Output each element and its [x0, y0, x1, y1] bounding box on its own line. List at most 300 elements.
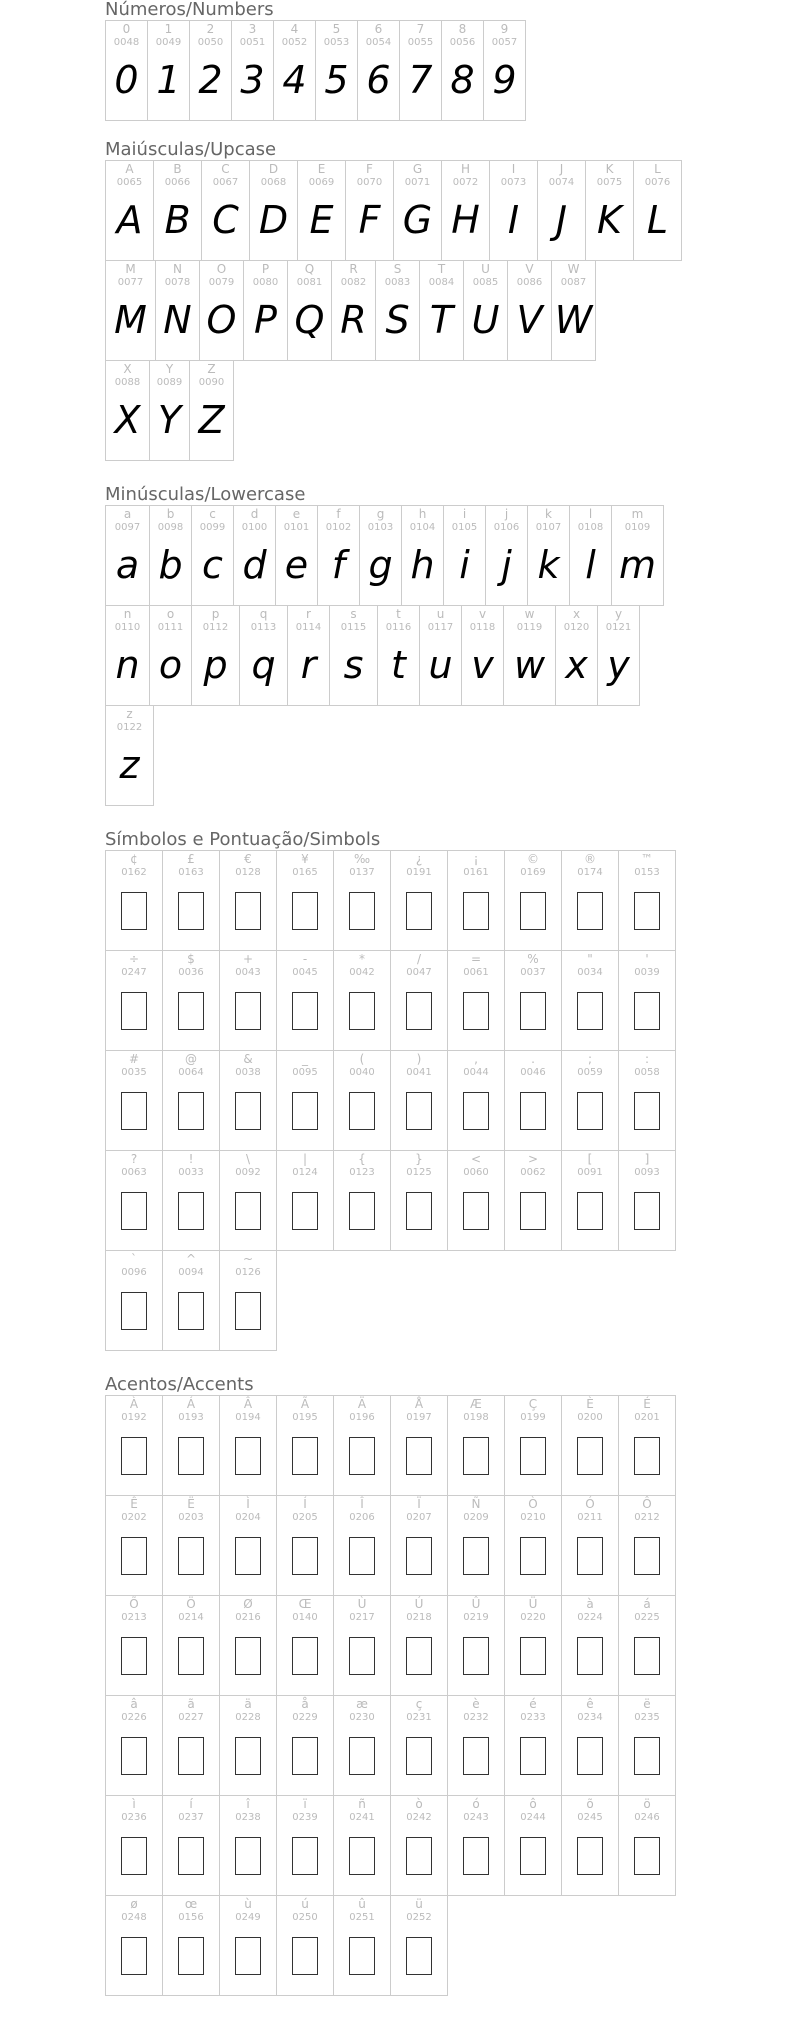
character-label: a	[123, 507, 132, 521]
character-code: 0218	[406, 1612, 432, 1623]
glyph-cell	[163, 1051, 220, 1151]
glyph-cell	[192, 506, 234, 606]
glyph-cell	[277, 1396, 334, 1496]
character-label: Ë	[187, 1497, 195, 1511]
glyph-row	[105, 1395, 676, 1496]
character-label: 3	[248, 22, 257, 36]
character-code: 0063	[121, 1167, 147, 1178]
character-code: 0082	[340, 277, 367, 288]
character-label: Ø	[243, 1597, 253, 1611]
character-label: Â	[243, 1397, 253, 1411]
missing-glyph-box	[406, 892, 432, 930]
character-label: ù	[244, 1897, 252, 1911]
character-code: 0097	[114, 522, 141, 533]
character-label: Î	[360, 1497, 364, 1511]
glyph-cell	[288, 261, 332, 361]
character-code: 0219	[463, 1612, 489, 1623]
glyph-cell	[394, 161, 442, 261]
glyph-cell	[508, 261, 552, 361]
character-code: 0053	[323, 37, 350, 48]
missing-glyph-box	[406, 1192, 432, 1230]
character-code: 0106	[493, 522, 520, 533]
character-label: 2	[206, 22, 215, 36]
glyph-cell	[464, 261, 508, 361]
glyph-cell	[442, 161, 490, 261]
character-label: Q	[304, 262, 315, 276]
character-label: }	[415, 1152, 423, 1166]
character-label: v	[478, 607, 487, 621]
glyph-sample: P	[254, 298, 277, 342]
character-label: N	[173, 262, 182, 276]
glyph-sample: N	[163, 298, 192, 342]
glyph-sample: o	[158, 643, 183, 687]
glyph-sample: t	[391, 643, 406, 687]
character-code: 0080	[252, 277, 279, 288]
glyph-cell	[448, 1151, 505, 1251]
glyph-cell	[400, 21, 442, 121]
character-code: 0128	[235, 867, 261, 878]
character-code: 0216	[235, 1612, 261, 1623]
missing-glyph-box	[520, 1092, 546, 1130]
character-code: 0061	[463, 967, 489, 978]
character-label: n	[123, 607, 132, 621]
glyph-cell	[106, 951, 163, 1051]
glyph-cell	[274, 21, 316, 121]
glyph-cell	[484, 21, 526, 121]
missing-glyph-box	[178, 1537, 204, 1575]
section-title: Minúsculas/Lowercase	[105, 484, 306, 505]
character-label: X	[123, 362, 132, 376]
character-code: 0066	[164, 177, 191, 188]
glyph-cell	[334, 1051, 391, 1151]
glyph-cell	[232, 21, 274, 121]
character-label: à	[586, 1597, 594, 1611]
glyph-cell	[106, 21, 148, 121]
character-code: 0062	[520, 1167, 546, 1178]
character-label: 0	[122, 22, 131, 36]
character-code: 0087	[560, 277, 587, 288]
character-label: å	[301, 1697, 309, 1711]
glyph-cell	[220, 851, 277, 951]
glyph-cell	[448, 951, 505, 1051]
character-code: 0090	[198, 377, 225, 388]
character-label: B	[173, 162, 182, 176]
character-code: 0101	[283, 522, 310, 533]
character-label: L	[654, 162, 661, 176]
section	[105, 0, 526, 121]
character-code: 0093	[634, 1167, 660, 1178]
missing-glyph-box	[577, 1192, 603, 1230]
missing-glyph-box	[634, 992, 660, 1030]
glyph-sample: v	[471, 643, 494, 687]
character-label: k	[545, 507, 552, 521]
character-code: 0242	[406, 1812, 432, 1823]
character-code: 0103	[367, 522, 394, 533]
character-code: 0078	[164, 277, 191, 288]
glyph-cell	[240, 606, 288, 706]
character-label: |	[302, 1152, 308, 1166]
character-code: 0100	[241, 522, 268, 533]
glyph-cell	[504, 606, 556, 706]
missing-glyph-box	[292, 1637, 318, 1675]
glyph-row	[105, 606, 640, 706]
character-code: 0210	[520, 1512, 546, 1523]
character-label: \	[245, 1152, 251, 1166]
glyph-cell	[619, 851, 676, 951]
character-label: ]	[644, 1152, 650, 1166]
glyph-cell	[334, 1496, 391, 1596]
missing-glyph-box	[634, 1737, 660, 1775]
character-label: s	[350, 607, 357, 621]
glyph-row	[105, 706, 154, 806]
character-label: Á	[186, 1397, 196, 1411]
character-label: V	[525, 262, 534, 276]
glyph-cell	[163, 1396, 220, 1496]
glyph-cell	[106, 1496, 163, 1596]
character-label: 5	[332, 22, 341, 36]
glyph-grid	[105, 20, 526, 121]
missing-glyph-box	[235, 1437, 261, 1475]
character-code: 0162	[121, 867, 147, 878]
character-code: 0235	[634, 1712, 660, 1723]
section-title: Maiúsculas/Upcase	[105, 139, 277, 160]
glyph-sample: S	[385, 298, 410, 342]
missing-glyph-box	[520, 1837, 546, 1875]
missing-glyph-box	[634, 1537, 660, 1575]
glyph-sample: g	[368, 543, 393, 587]
missing-glyph-box	[577, 992, 603, 1030]
character-label: '	[645, 952, 649, 966]
glyph-cell	[562, 851, 619, 951]
character-code: 0039	[634, 967, 660, 978]
glyph-sample: X	[114, 398, 141, 442]
character-label: J	[559, 162, 564, 176]
character-label: ¿	[415, 852, 423, 866]
glyph-cell	[106, 1796, 163, 1896]
glyph-cell	[106, 261, 156, 361]
missing-glyph-box	[178, 1737, 204, 1775]
glyph-cell	[505, 1796, 562, 1896]
glyph-row	[105, 1596, 676, 1696]
character-code: 0195	[292, 1412, 318, 1423]
glyph-sample: 5	[324, 58, 349, 102]
glyph-cell	[619, 1796, 676, 1896]
character-code: 0125	[406, 1167, 432, 1178]
character-code: 0077	[117, 277, 144, 288]
character-label: O	[216, 262, 227, 276]
character-code: 0204	[235, 1512, 261, 1523]
missing-glyph-box	[178, 992, 204, 1030]
glyph-sample: H	[451, 198, 480, 242]
glyph-cell	[163, 1596, 220, 1696]
glyph-cell	[334, 1796, 391, 1896]
character-code: 0055	[407, 37, 434, 48]
missing-glyph-box	[292, 1937, 318, 1975]
glyph-grid	[105, 505, 664, 806]
missing-glyph-box	[235, 1537, 261, 1575]
glyph-cell	[220, 1496, 277, 1596]
glyph-cell	[220, 1396, 277, 1496]
character-code: 0224	[577, 1612, 603, 1623]
glyph-sample: D	[258, 198, 289, 242]
character-code: 0156	[178, 1912, 204, 1923]
glyph-row	[105, 1796, 676, 1896]
character-code: 0225	[634, 1612, 660, 1623]
character-label: @	[185, 1052, 197, 1066]
character-code: 0197	[406, 1412, 432, 1423]
glyph-cell	[391, 1051, 448, 1151]
glyph-sample: p	[203, 643, 228, 687]
glyph-cell	[619, 1496, 676, 1596]
character-code: 0124	[292, 1167, 318, 1178]
character-label: ®	[584, 852, 596, 866]
glyph-sample: b	[158, 543, 183, 587]
character-label: Ó	[585, 1497, 595, 1511]
missing-glyph-box	[292, 1192, 318, 1230]
character-label: ä	[244, 1697, 252, 1711]
glyph-cell	[505, 851, 562, 951]
section	[105, 140, 682, 461]
glyph-cell	[220, 1796, 277, 1896]
character-label: <	[470, 1152, 482, 1166]
glyph-cell	[490, 161, 538, 261]
character-code: 0045	[292, 967, 318, 978]
section	[105, 830, 676, 1351]
character-code: 0247	[121, 967, 147, 978]
missing-glyph-box	[463, 1537, 489, 1575]
missing-glyph-box	[577, 1637, 603, 1675]
missing-glyph-box	[520, 992, 546, 1030]
character-label: ¢	[130, 852, 138, 866]
glyph-row	[105, 951, 676, 1051]
character-code: 0239	[292, 1812, 318, 1823]
missing-glyph-box	[292, 1437, 318, 1475]
glyph-cell	[277, 951, 334, 1051]
glyph-cell	[391, 1151, 448, 1251]
glyph-sample: c	[202, 543, 223, 587]
character-label: W	[567, 262, 580, 276]
glyph-cell	[346, 161, 394, 261]
character-label: £	[187, 852, 195, 866]
character-label: í	[189, 1797, 193, 1811]
glyph-cell	[106, 1396, 163, 1496]
character-label: È	[586, 1397, 594, 1411]
character-label: è	[472, 1697, 480, 1711]
character-code: 0236	[121, 1812, 147, 1823]
glyph-sample: 9	[492, 58, 517, 102]
character-label: 6	[374, 22, 383, 36]
glyph-cell	[277, 1696, 334, 1796]
character-code: 0091	[577, 1167, 603, 1178]
character-label: w	[524, 607, 535, 621]
character-label: ê	[586, 1697, 594, 1711]
missing-glyph-box	[292, 1092, 318, 1130]
glyph-cell	[619, 951, 676, 1051]
glyph-cell	[448, 1496, 505, 1596]
glyph-sample: a	[115, 543, 140, 587]
character-label: ü	[415, 1897, 423, 1911]
character-code: 0042	[349, 967, 375, 978]
character-label: "	[587, 952, 593, 966]
glyph-cell	[528, 506, 570, 606]
character-label: É	[643, 1397, 651, 1411]
character-label: ‰	[353, 852, 371, 866]
character-label: U	[481, 262, 490, 276]
character-label: o	[166, 607, 175, 621]
character-label: Ñ	[471, 1497, 481, 1511]
glyph-sample: 8	[450, 58, 475, 102]
character-label: S	[393, 262, 402, 276]
glyph-cell	[612, 506, 664, 606]
missing-glyph-box	[463, 992, 489, 1030]
glyph-cell	[505, 1696, 562, 1796]
glyph-sample: 0	[114, 58, 139, 102]
glyph-row	[105, 261, 596, 361]
missing-glyph-box	[292, 1737, 318, 1775]
missing-glyph-box	[235, 892, 261, 930]
character-code: 0196	[349, 1412, 375, 1423]
glyph-cell	[486, 506, 528, 606]
character-code: 0203	[178, 1512, 204, 1523]
glyph-cell	[444, 506, 486, 606]
glyph-cell	[298, 161, 346, 261]
character-label: p	[211, 607, 220, 621]
glyph-cell	[106, 606, 150, 706]
glyph-cell	[334, 1896, 391, 1996]
character-label: (	[359, 1052, 365, 1066]
glyph-cell	[106, 161, 154, 261]
character-label: À	[129, 1397, 139, 1411]
missing-glyph-box	[235, 1092, 261, 1130]
missing-glyph-box	[178, 1437, 204, 1475]
character-label: D	[268, 162, 279, 176]
glyph-cell	[391, 851, 448, 951]
character-code: 0040	[349, 1067, 375, 1078]
character-code: 0098	[157, 522, 184, 533]
glyph-cell	[334, 951, 391, 1051]
glyph-cell	[391, 1596, 448, 1696]
character-label: ^	[185, 1252, 197, 1266]
glyph-sample: W	[554, 298, 593, 342]
glyph-cell	[220, 1051, 277, 1151]
glyph-sample: Z	[198, 398, 225, 442]
character-label: A	[125, 162, 134, 176]
character-code: 0060	[463, 1167, 489, 1178]
character-label: )	[416, 1052, 422, 1066]
glyph-cell	[190, 21, 232, 121]
character-code: 0244	[520, 1812, 546, 1823]
glyph-cell	[163, 1796, 220, 1896]
character-label: x	[572, 607, 581, 621]
missing-glyph-box	[463, 1192, 489, 1230]
character-label: +	[242, 952, 254, 966]
glyph-cell	[586, 161, 634, 261]
character-label: f	[336, 507, 341, 521]
character-code: 0088	[114, 377, 141, 388]
character-label: `	[131, 1252, 137, 1266]
glyph-cell	[334, 1696, 391, 1796]
missing-glyph-box	[121, 1737, 147, 1775]
glyph-row	[105, 20, 526, 121]
character-code: 0243	[463, 1812, 489, 1823]
glyph-sample: Y	[157, 398, 182, 442]
character-code: 0114	[295, 622, 322, 633]
character-code: 0107	[535, 522, 562, 533]
character-label: Z	[207, 362, 216, 376]
missing-glyph-box	[121, 1637, 147, 1675]
missing-glyph-box	[349, 1537, 375, 1575]
glyph-cell	[277, 1896, 334, 1996]
glyph-cell	[562, 1496, 619, 1596]
missing-glyph-box	[349, 1737, 375, 1775]
character-code: 0119	[516, 622, 543, 633]
glyph-sample: 1	[156, 58, 181, 102]
character-label: m	[631, 507, 644, 521]
glyph-row	[105, 505, 664, 606]
glyph-cell	[250, 161, 298, 261]
character-code: 0037	[520, 967, 546, 978]
missing-glyph-box	[292, 892, 318, 930]
glyph-row	[105, 1051, 676, 1151]
character-code: 0248	[121, 1912, 147, 1923]
character-label: F	[366, 162, 373, 176]
missing-glyph-box	[463, 1837, 489, 1875]
glyph-sample: V	[516, 298, 543, 342]
character-code: 0233	[520, 1712, 546, 1723]
glyph-cell	[277, 1496, 334, 1596]
character-code: 0213	[121, 1612, 147, 1623]
character-label: H	[460, 162, 471, 176]
character-label: ç	[415, 1697, 423, 1711]
character-label: 1	[164, 22, 173, 36]
character-code: 0102	[325, 522, 352, 533]
glyph-cell	[462, 606, 504, 706]
character-label: Œ	[298, 1597, 312, 1611]
character-code: 0163	[178, 867, 204, 878]
character-code: 0245	[577, 1812, 603, 1823]
character-code: 0038	[235, 1067, 261, 1078]
glyph-cell	[220, 951, 277, 1051]
glyph-sample: T	[429, 298, 454, 342]
glyph-cell	[420, 261, 464, 361]
missing-glyph-box	[634, 1092, 660, 1130]
character-label: ©	[527, 852, 539, 866]
missing-glyph-box	[349, 1837, 375, 1875]
character-label: ÷	[128, 952, 140, 966]
glyph-cell	[148, 21, 190, 121]
character-code: 0120	[563, 622, 590, 633]
character-code: 0043	[235, 967, 261, 978]
character-code: 0111	[157, 622, 184, 633]
missing-glyph-box	[634, 1192, 660, 1230]
character-code: 0194	[235, 1412, 261, 1423]
glyph-cell	[448, 1796, 505, 1896]
character-label: ë	[643, 1697, 651, 1711]
glyph-sample: 4	[282, 58, 307, 102]
character-code: 0211	[577, 1512, 603, 1523]
glyph-cell	[619, 1051, 676, 1151]
glyph-cell	[562, 1596, 619, 1696]
character-label: /	[416, 952, 422, 966]
missing-glyph-box	[406, 1737, 432, 1775]
character-label: T	[437, 262, 446, 276]
missing-glyph-box	[178, 1637, 204, 1675]
glyph-cell	[220, 1251, 277, 1351]
glyph-grid	[105, 850, 676, 1351]
glyph-cell	[538, 161, 586, 261]
character-code: 0079	[208, 277, 235, 288]
character-label: Ö	[186, 1597, 196, 1611]
